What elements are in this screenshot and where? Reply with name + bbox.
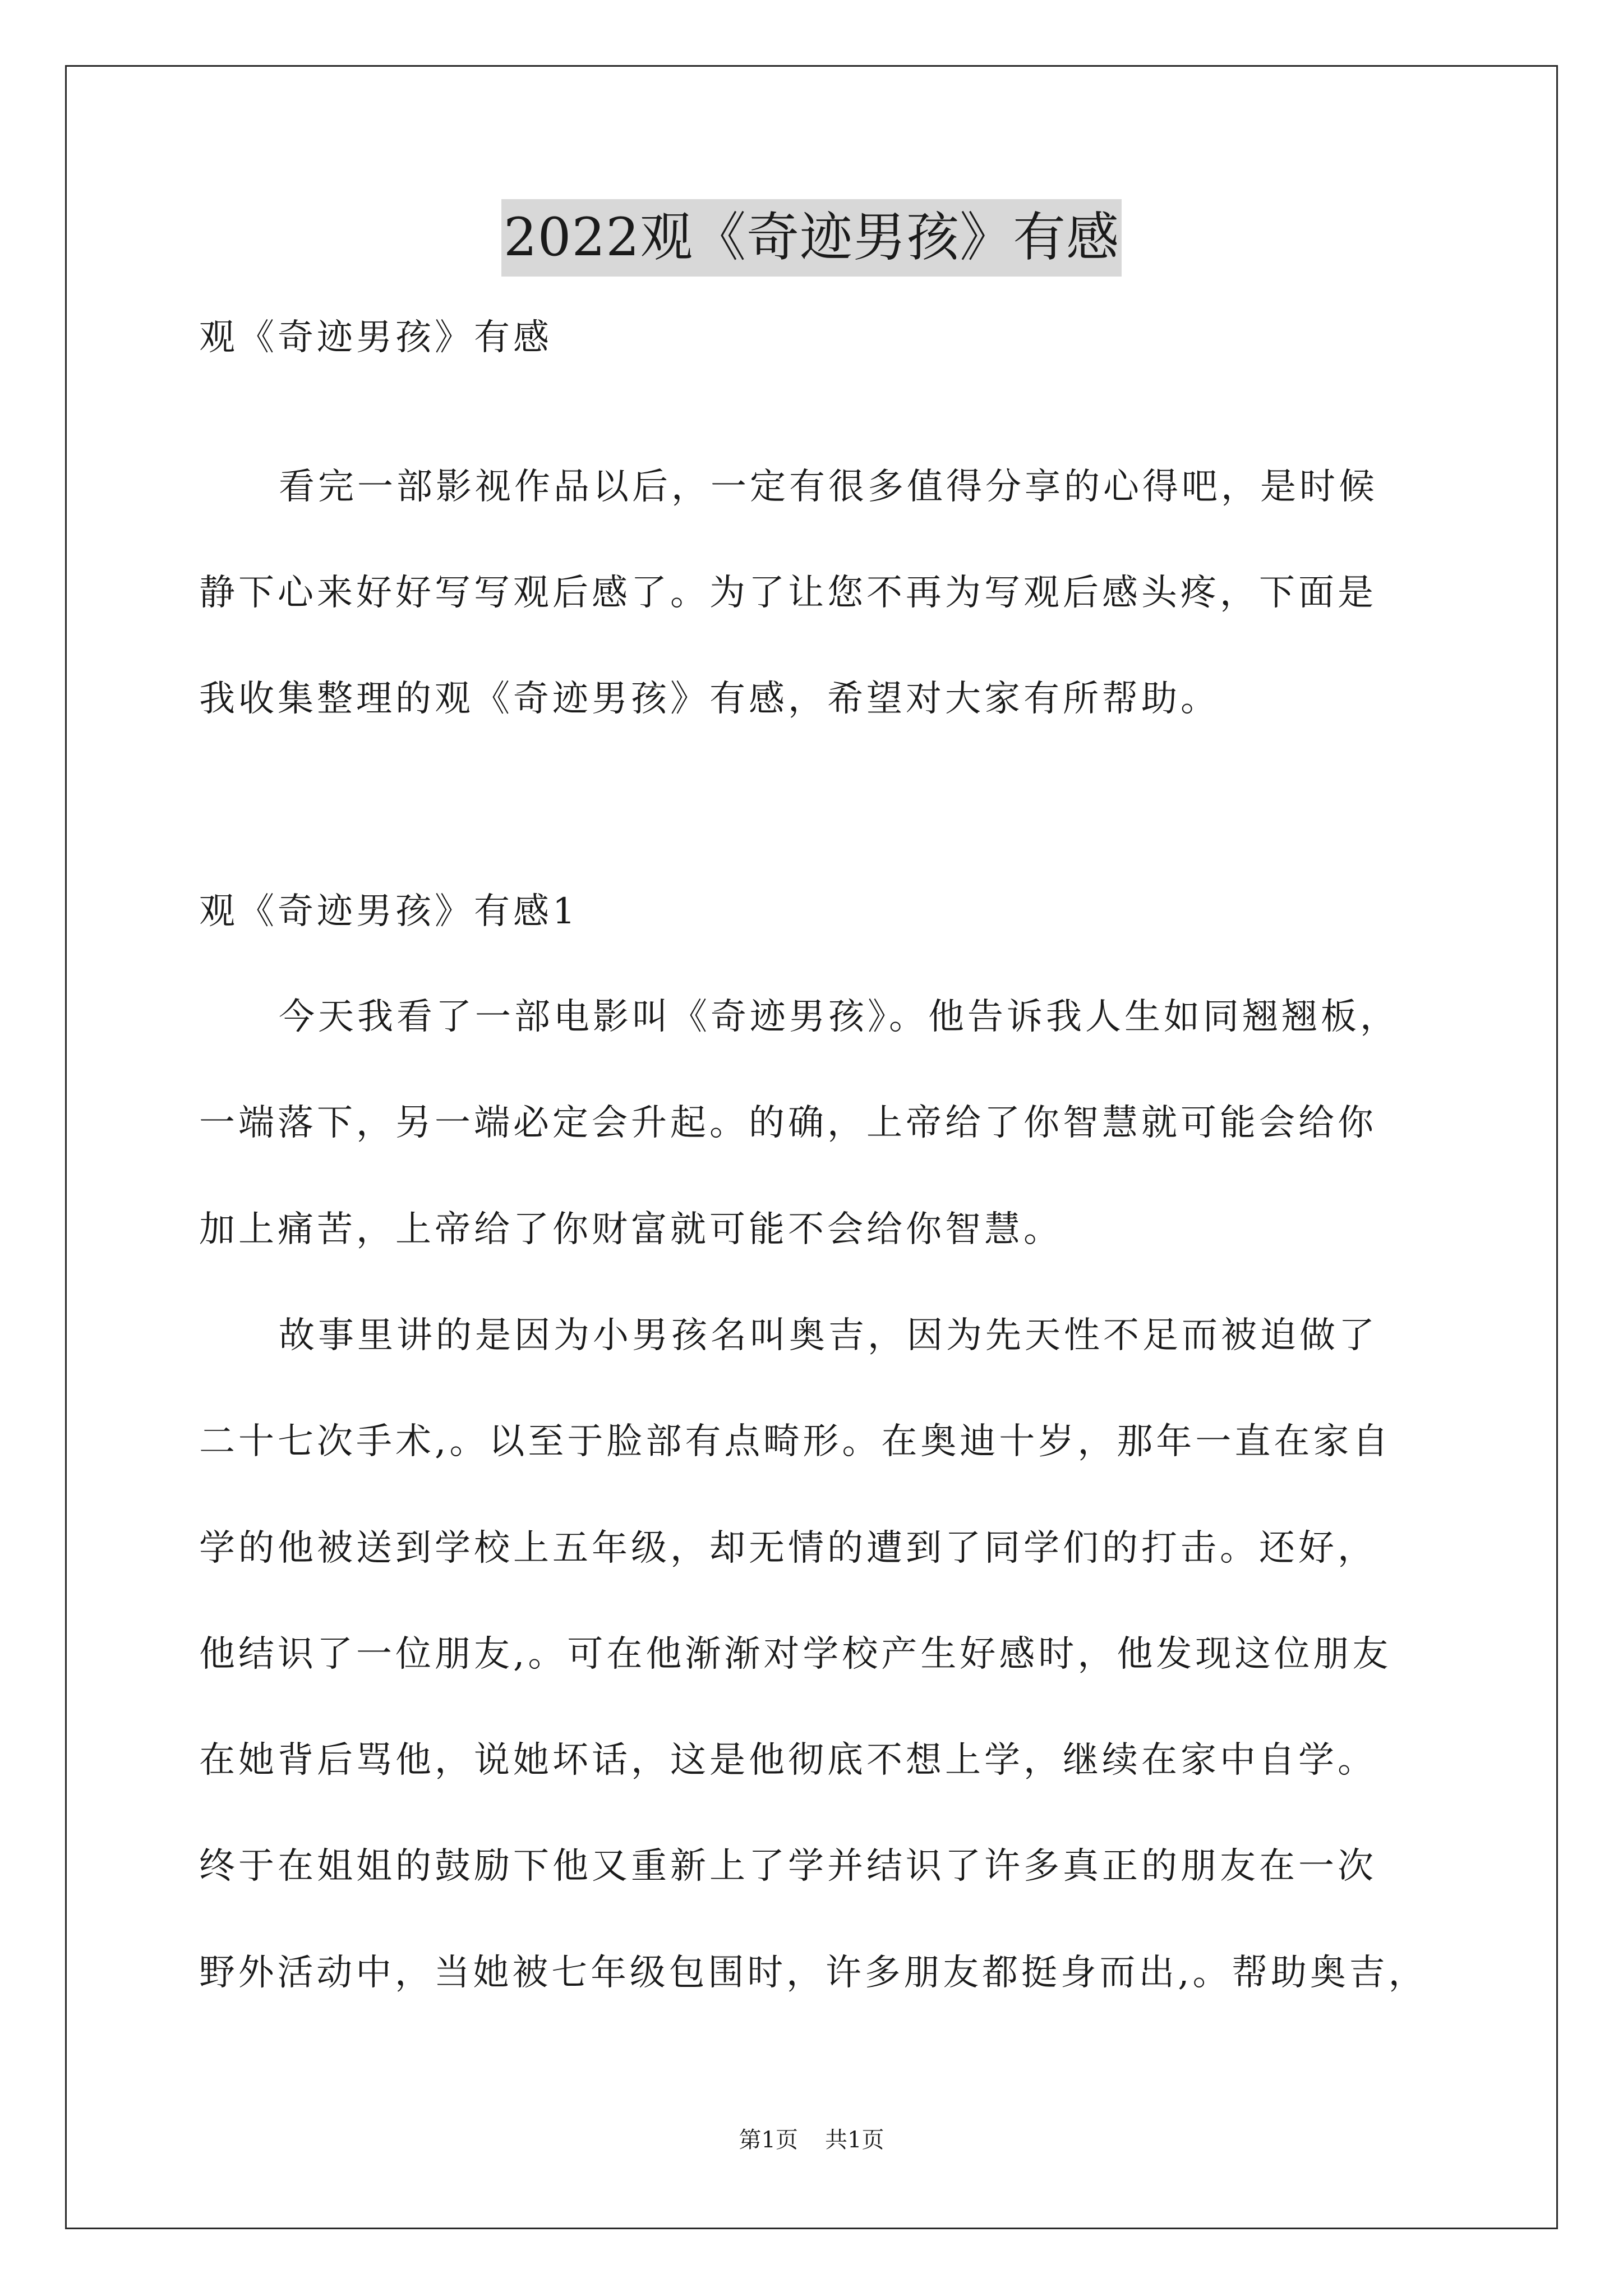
para2-line-3[interactable]: 学的他被送到学校上五年级，却无情的遭到了同学们的打击。还好， <box>199 1527 1377 1569</box>
section-heading[interactable]: 观《奇迹男孩》有感1 <box>199 891 579 932</box>
para1-line-1[interactable]: 今天我看了一部电影叫《奇迹男孩》。他告诉我人生如同翘翘板， <box>279 996 1399 1038</box>
page-footer <box>0 2126 1623 2154</box>
document-subtitle[interactable]: 观《奇迹男孩》有感 <box>199 317 552 358</box>
page-number-total: 共1页 <box>825 2127 884 2153</box>
para2-line-2[interactable]: 二十七次手术,。以至于脸部有点畸形。在奥迪十岁，那年一直在家自 <box>199 1421 1392 1462</box>
para2-line-1[interactable]: 故事里讲的是因为小男孩名叫奥吉，因为先天性不足而被迫做了 <box>279 1315 1378 1356</box>
page-number-current: 第1页 <box>739 2127 798 2153</box>
intro-line-2[interactable]: 静下心来好好写写观后感了。为了让您不再为写观后感头疼，下面是 <box>199 572 1377 614</box>
para1-line-3[interactable]: 加上痛苦，上帝给了你财富就可能不会给你智慧。 <box>199 1209 1063 1250</box>
title-container <box>0 199 1623 277</box>
para1-line-2[interactable]: 一端落下，另一端必定会升起。的确，上帝给了你智慧就可能会给你 <box>199 1102 1377 1144</box>
intro-line-3[interactable]: 我收集整理的观《奇迹男孩》有感，希望对大家有所帮助。 <box>199 678 1220 720</box>
para2-line-7[interactable]: 野外活动中，当她被七年级包围时，许多朋友都挺身而出,。帮助奥吉， <box>199 1952 1428 1994</box>
para2-line-4[interactable]: 他结识了一位朋友,。可在他渐渐对学校产生好感时，他发现这位朋友 <box>199 1634 1392 1675</box>
para2-line-6[interactable]: 终于在姐姐的鼓励下他又重新上了学并结识了许多真正的朋友在一次 <box>199 1846 1377 1887</box>
page-border <box>65 65 1558 2229</box>
intro-line-1[interactable]: 看完一部影视作品以后，一定有很多值得分享的心得吧，是时候 <box>279 466 1378 508</box>
document-title[interactable]: 2022观《奇迹男孩》有感 <box>501 199 1122 277</box>
para2-line-5[interactable]: 在她背后骂他，说她坏话，这是他彻底不想上学，继续在家中自学。 <box>199 1740 1377 1781</box>
